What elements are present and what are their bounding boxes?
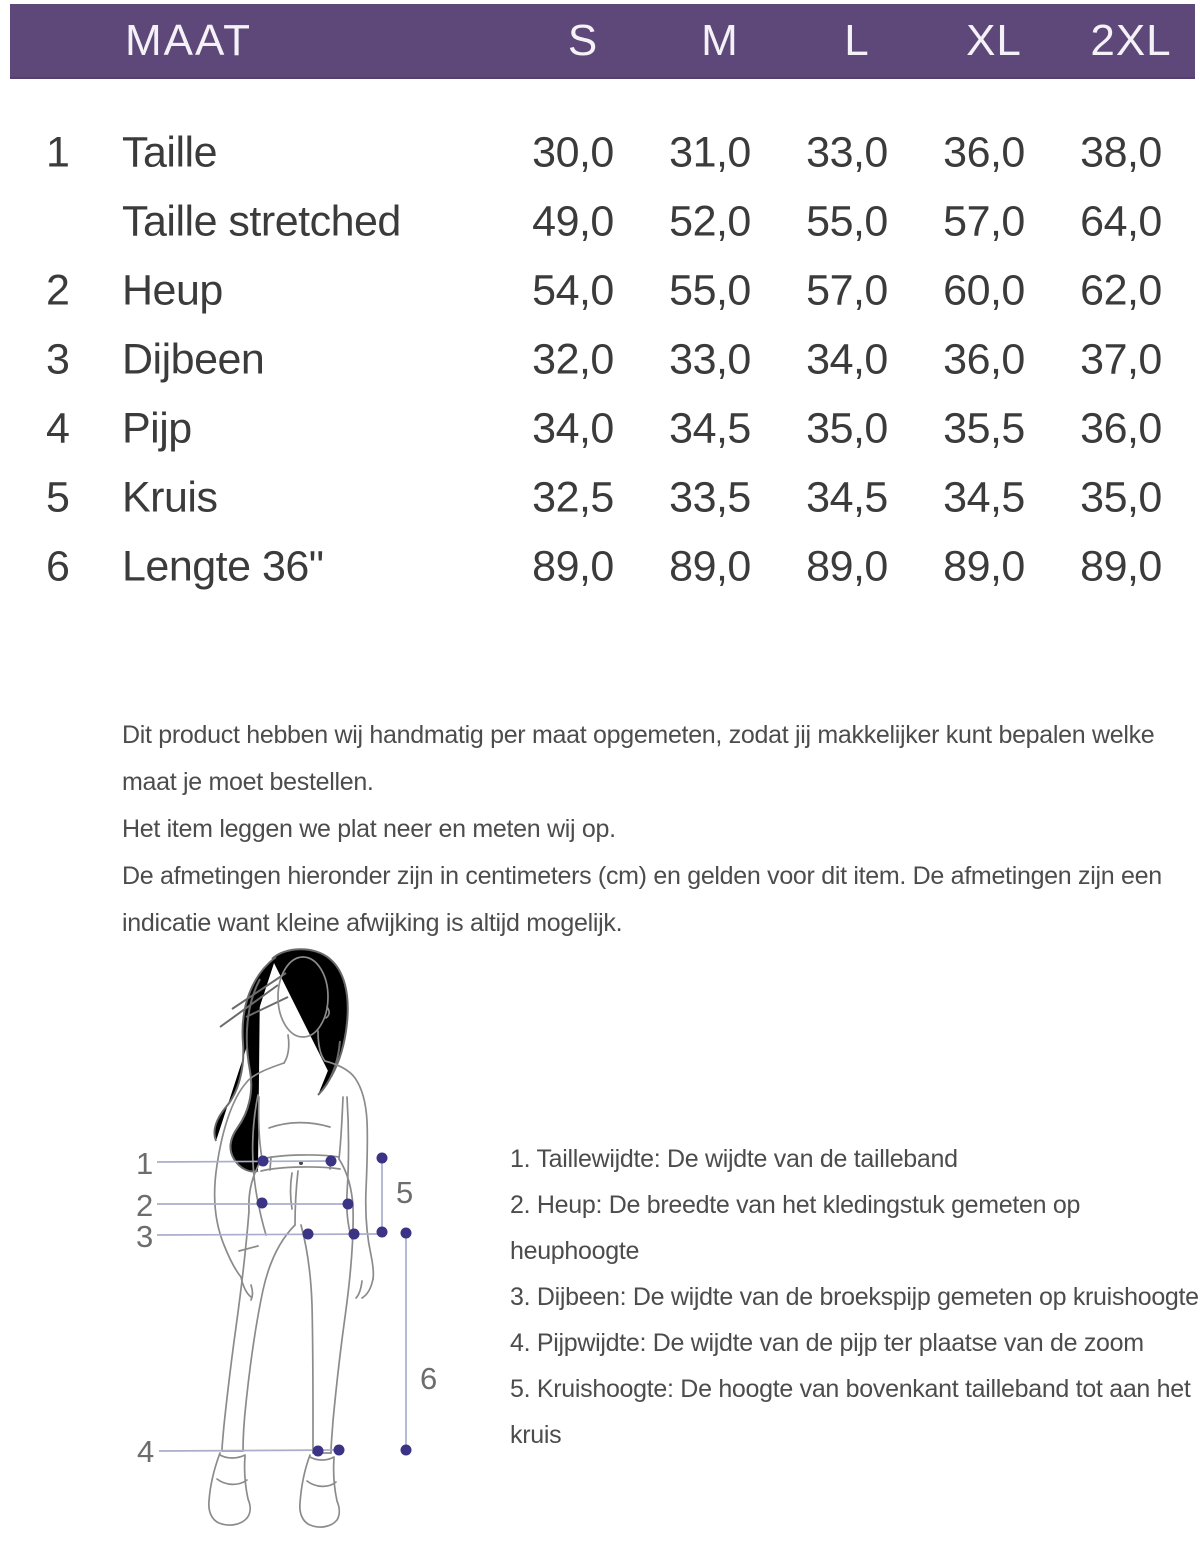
note-paragraph: De afmetingen hieronder zijn in centimeters (cm) en gelden voor dit item. De afmetingen zijn een indicatie want kleine afwijking is altijd mogelijk. [122,862,1162,937]
row-number: 6 [46,542,70,590]
row-label: Dijbeen [122,335,265,383]
cell-value: 89,0 [1080,542,1162,590]
marker-label-2: 2 [136,1188,154,1223]
cell-value: 33,5 [669,473,751,521]
sketch-hair [214,949,347,1171]
measure-line-4 [159,1450,339,1451]
cell-value: 30,0 [532,128,614,176]
cell-value: 34,5 [669,404,751,452]
definition-item: 1. Taillewijdte: De wijdte van de tailleband [510,1145,958,1173]
row-label: Kruis [122,473,218,521]
cell-value: 64,0 [1080,197,1162,245]
cell-value: 32,5 [532,473,614,521]
cell-value: 35,0 [1080,473,1162,521]
measure-dot [377,1153,388,1164]
cell-value: 54,0 [532,266,614,314]
marker-label-3: 3 [136,1219,154,1254]
measurement-definitions [510,1136,1200,1458]
measure-dot [377,1227,388,1238]
cell-value: 31,0 [669,128,751,176]
measurement-figure-sketch [100,945,520,1545]
cell-value: 55,0 [669,266,751,314]
row-label: Pijp [122,404,192,452]
table-row-taille [0,118,1200,187]
definition-item: 4. Pijpwijdte: De wijdte van de pijp ter plaatse van de zoom [510,1329,1144,1357]
cell-value: 34,0 [806,335,888,383]
cell-value: 60,0 [943,266,1025,314]
row-number: 1 [46,128,70,176]
row-label: Lengte 36" [122,542,324,590]
measure-dot [303,1229,314,1240]
cell-value: 36,0 [1080,404,1162,452]
cell-value: 57,0 [806,266,888,314]
marker-label-6: 6 [420,1361,438,1396]
measure-dot [257,1198,268,1209]
measure-line-3 [157,1234,381,1235]
definition-item: 3. Dijbeen: De wijdte van de broekspijp gemeten op kruishoogte [510,1283,1199,1311]
cell-value: 34,5 [943,473,1025,521]
cell-value: 33,0 [806,128,888,176]
cell-value: 89,0 [943,542,1025,590]
measuring-notes [122,712,1162,947]
row-number: 4 [46,404,70,452]
size-table-body [0,118,1200,601]
cell-value: 52,0 [669,197,751,245]
marker-label-5: 5 [396,1175,414,1210]
sketch-body [209,957,374,1527]
cell-value: 55,0 [806,197,888,245]
size-column-l: L [844,15,870,65]
size-column-2xl: 2XL [1090,15,1172,65]
size-column-xl: XL [966,15,1022,65]
cell-value: 62,0 [1080,266,1162,314]
row-number: 2 [46,266,70,314]
cell-value: 49,0 [532,197,614,245]
cell-value: 34,0 [532,404,614,452]
measure-dot [401,1445,412,1456]
cell-value: 33,0 [669,335,751,383]
table-row-kruis [0,463,1200,532]
table-row-dijbeen [0,325,1200,394]
measure-dot [326,1156,337,1167]
cell-value: 38,0 [1080,128,1162,176]
definition-item: 2. Heup: De breedte van het kledingstuk gemeten op heuphoogte [510,1191,1081,1265]
size-table-header-bar [10,4,1195,79]
cell-value: 36,0 [943,335,1025,383]
measure-dot [258,1156,269,1167]
cell-value: 89,0 [532,542,614,590]
measure-dot [349,1229,360,1240]
cell-value: 89,0 [806,542,888,590]
cell-value: 36,0 [943,128,1025,176]
marker-label-4: 4 [137,1434,155,1469]
table-row-pijp [0,394,1200,463]
row-number: 3 [46,335,70,383]
cell-value: 35,0 [806,404,888,452]
size-column-m: M [701,15,739,65]
cell-value: 89,0 [669,542,751,590]
measure-dot [401,1228,412,1239]
table-row-heup [0,256,1200,325]
size-column-s: S [567,15,599,65]
note-paragraph: Dit product hebben wij handmatig per maat opgemeten, zodat jij makkelijker kunt bepalen welke maat je moet bestellen. [122,721,1155,796]
table-row-lengte [0,532,1200,601]
row-label: Taille [122,128,217,176]
measure-line-1 [157,1161,331,1162]
row-number: 5 [46,473,70,521]
measure-dot [313,1446,324,1457]
table-row-taille-stretched [0,187,1200,256]
cell-value: 32,0 [532,335,614,383]
definition-item: 5. Kruishoogte: De hoogte van bovenkant tailleband tot aan het kruis [510,1375,1191,1449]
cell-value: 57,0 [943,197,1025,245]
marker-label-1: 1 [136,1146,154,1181]
measure-dot [334,1445,345,1456]
maat-header-label: MAAT [125,15,252,65]
cell-value: 35,5 [943,404,1025,452]
measurement-overlay [136,1146,437,1469]
row-label: Heup [122,266,223,314]
cell-value: 37,0 [1080,335,1162,383]
row-label: Taille stretched [122,197,401,245]
note-paragraph: Het item leggen we plat neer en meten wij op. [122,815,616,843]
cell-value: 34,5 [806,473,888,521]
measure-dot [343,1199,354,1210]
